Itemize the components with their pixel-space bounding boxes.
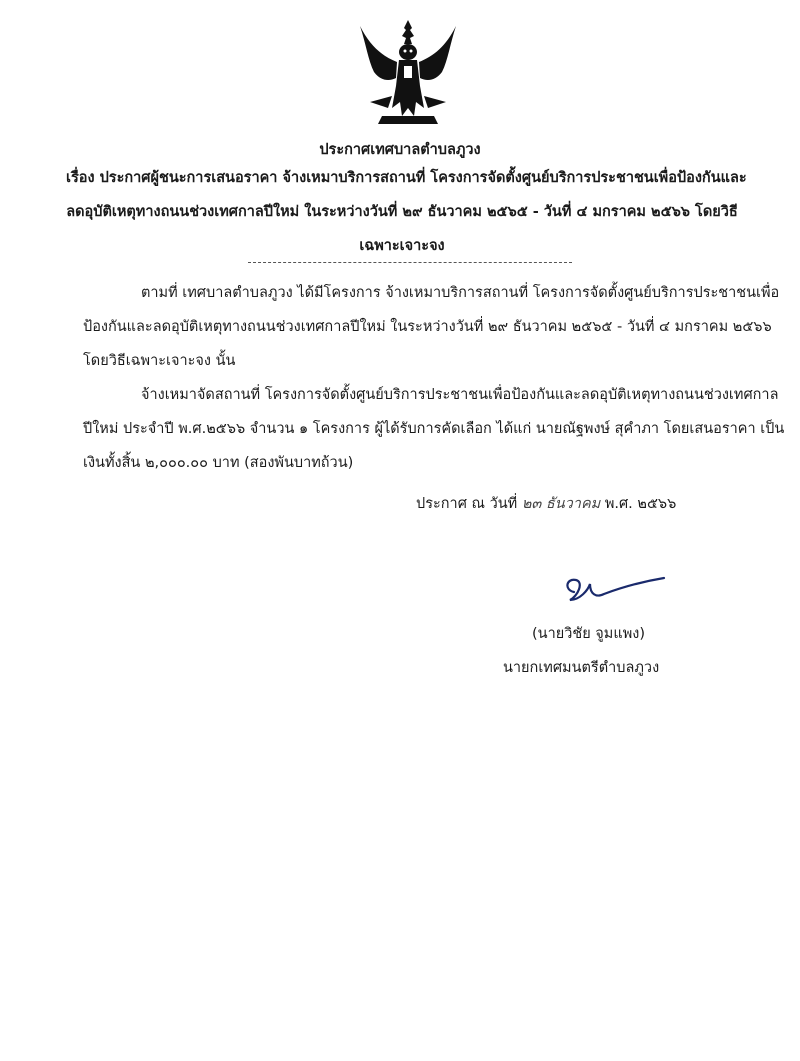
announcement-date (416, 492, 676, 515)
paragraph-2-line-2: ปีใหม่ ประจำปี พ.ศ.๒๕๖๖ จำนวน ๑ โครงการ ผู้ได้รับการคัดเลือก ได้แก่ นายณัฐพงษ์ สุคำภา โดยเสนอราคา เป็น (83, 421, 785, 437)
paragraph-1-line-3: โดยวิธีเฉพาะเจาะจง นั้น (83, 353, 236, 369)
paragraph-1-line-2: ป้องกันและลดอุบัติเหตุทางถนนช่วงเทศกาลปีใหม่ ในระหว่างวันที่ ๒๙ ธันวาคม ๒๕๖๕ - วันที่ ๔ มกราคม ๒๕๖๖ (83, 319, 772, 335)
date-prefix: ประกาศ ณ วันที่ (416, 496, 518, 512)
subject-line-1: เรื่อง ประกาศผู้ชนะการเสนอราคา จ้างเหมาบริการสถานที่ โครงการจัดตั้งศูนย์บริการประชาชนเพื่อป้องกันและ (66, 170, 747, 186)
announcement-title: ประกาศเทศบาลตำบลภูวง (319, 142, 481, 158)
garuda-emblem-icon (352, 16, 464, 128)
signer-name: (นายวิชัย จูมแพง) (532, 626, 645, 642)
subject-line-2: ลดอุบัติเหตุทางถนนช่วงเทศกาลปีใหม่ ในระหว่างวันที่ ๒๙ ธันวาคม ๒๕๖๕ - วันที่ ๔ มกราคม ๒๕๖๖ โดยวิธี (66, 204, 738, 220)
announcement-subject (66, 161, 747, 263)
signature-mark (560, 570, 670, 610)
paragraph-2 (83, 378, 785, 480)
date-handwritten: ๒๓ ธันวาคม (521, 496, 601, 512)
paragraph-1 (83, 276, 780, 378)
dashed-divider (248, 262, 572, 263)
subject-line-3: เฉพาะเจาะจง (359, 238, 445, 254)
paragraph-2-line-1: จ้างเหมาจัดสถานที่ โครงการจัดตั้งศูนย์บริการประชาชนเพื่อป้องกันและลดอุบัติเหตุทางถนนช่วงเทศกาล (141, 387, 779, 403)
paragraph-2-line-3: เงินทั้งสิ้น ๒,๐๐๐.๐๐ บาท (สองพันบาทถ้วน) (83, 455, 354, 471)
signer-position: นายกเทศมนตรีตำบลภูวง (503, 660, 660, 676)
paragraph-1-line-1: ตามที่ เทศบาลตำบลภูวง ได้มีโครงการ จ้างเหมาบริการสถานที่ โครงการจัดตั้งศูนย์บริการประชาชนเพื่อ (141, 285, 780, 301)
date-suffix: พ.ศ. ๒๕๖๖ (604, 496, 677, 512)
